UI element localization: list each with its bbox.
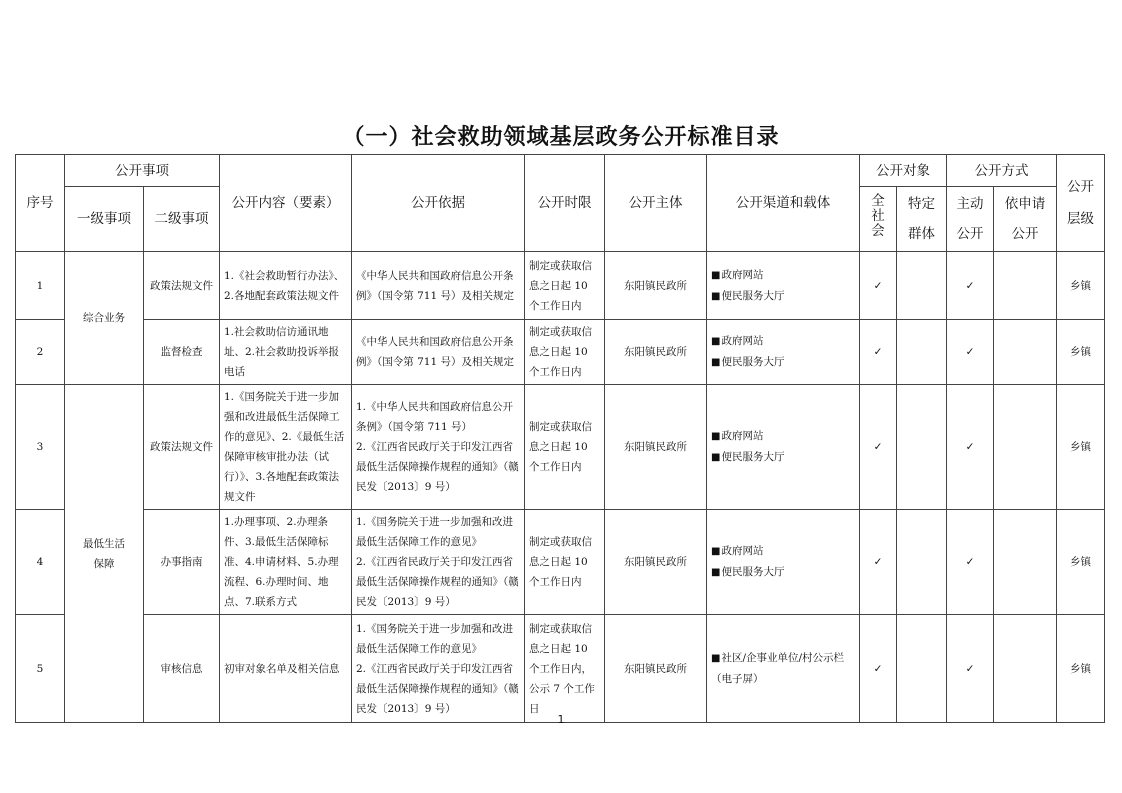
- row-channels: [707, 385, 860, 510]
- header-seq: 序号: [16, 155, 65, 252]
- row-level2: 办事指南: [144, 510, 220, 615]
- check-mark: ✓: [860, 510, 897, 615]
- channel-item: ■ 便民服务大厅: [711, 352, 855, 373]
- row-level: 乡镇: [1057, 615, 1105, 723]
- row-level: 乡镇: [1057, 252, 1105, 320]
- row-subject: 东阳镇民政所: [605, 385, 707, 510]
- row-basis: 1.《国务院关于进一步加强和改进最低生活保障工作的意见》 2.《江西省民政厅关于印发江西省最低生活保障操作规程的通知》（赣民发〔2013〕9 号）: [352, 615, 525, 723]
- header-level2: 二级事项: [144, 187, 220, 252]
- row-level2: 监督检查: [144, 320, 220, 385]
- check-mark: ✓: [860, 252, 897, 320]
- row-seq: 5: [16, 615, 65, 723]
- row-level: 乡镇: [1057, 320, 1105, 385]
- channel-item: ■ 政府网站: [711, 426, 855, 447]
- empty-cell: [994, 615, 1057, 723]
- channel-item: ■ 便民服务大厅: [711, 286, 855, 307]
- empty-cell: [897, 385, 947, 510]
- row-subject: 东阳镇民政所: [605, 320, 707, 385]
- channel-item: ■ 政府网站: [711, 541, 855, 562]
- header-content: 公开内容（要素）: [220, 155, 352, 252]
- catalog-table: [15, 154, 1105, 723]
- row-basis: 《中华人民共和国政府信息公开条例》（国令第 711 号）及相关规定: [352, 252, 525, 320]
- group-label: 最低生活保障: [65, 385, 144, 723]
- row-content: 1.《社会救助暂行办法》、2.各地配套政策法规文件: [220, 252, 352, 320]
- header-method: 公开方式: [947, 155, 1057, 187]
- header-items: 公开事项: [65, 155, 220, 187]
- row-content: 1.办理事项、2.办理条件、3.最低生活保障标准、4.申请材料、5.办理流程、6.办理时间、地点、7.联系方式: [220, 510, 352, 615]
- table-row: [16, 252, 1105, 320]
- check-mark: ✓: [947, 510, 994, 615]
- empty-cell: [897, 320, 947, 385]
- header-row-1: [16, 155, 1105, 187]
- row-content: 1.社会救助信访通讯地址、2.社会救助投诉举报电话: [220, 320, 352, 385]
- group-label: 综合业务: [65, 252, 144, 385]
- row-time-limit: 制定或获取信息之日起 10 个工作日内: [525, 252, 605, 320]
- row-time-limit: 制定或获取信息之日起 10 个工作日内: [525, 385, 605, 510]
- check-mark: ✓: [860, 385, 897, 510]
- table-row: [16, 320, 1105, 385]
- table-row: [16, 615, 1105, 723]
- header-method-apply: 依申请公开: [994, 187, 1057, 252]
- row-level: 乡镇: [1057, 385, 1105, 510]
- header-time-limit: 公开时限: [525, 155, 605, 252]
- channel-item: ■ 便民服务大厅: [711, 562, 855, 583]
- empty-cell: [897, 615, 947, 723]
- empty-cell: [994, 252, 1057, 320]
- table-row: [16, 385, 1105, 510]
- row-channels: [707, 320, 860, 385]
- row-time-limit: 制定或获取信息之日起 10 个工作日内: [525, 320, 605, 385]
- row-channels: [707, 510, 860, 615]
- row-basis: 《中华人民共和国政府信息公开条例》（国令第 711 号）及相关规定: [352, 320, 525, 385]
- row-channels: [707, 252, 860, 320]
- header-target: 公开对象: [860, 155, 947, 187]
- channel-item: ■ 社区/企事业单位/村公示栏（电子屏）: [711, 648, 855, 689]
- header-method-active: 主动公开: [947, 187, 994, 252]
- row-seq: 4: [16, 510, 65, 615]
- channel-item: ■ 政府网站: [711, 265, 855, 286]
- row-content: 初审对象名单及相关信息: [220, 615, 352, 723]
- row-channels: [707, 615, 860, 723]
- check-mark: ✓: [947, 320, 994, 385]
- check-mark: ✓: [947, 385, 994, 510]
- row-time-limit: 制定或获取信息之日起 10 个工作日内: [525, 510, 605, 615]
- row-basis: 1.《中华人民共和国政府信息公开条例》（国令第 711 号） 2.《江西省民政厅关于印发江西省最低生活保障操作规程的通知》（赣民发〔2013〕9 号）: [352, 385, 525, 510]
- empty-cell: [994, 510, 1057, 615]
- page-title: （一）社会救助领域基层政务公开标准目录: [342, 124, 780, 150]
- header-channel: 公开渠道和载体: [707, 155, 860, 252]
- row-level2: 政策法规文件: [144, 385, 220, 510]
- check-mark: ✓: [947, 252, 994, 320]
- row-level2: 政策法规文件: [144, 252, 220, 320]
- header-level1: 一级事项: [65, 187, 144, 252]
- header-level: 公开层级: [1057, 155, 1105, 252]
- row-subject: 东阳镇民政所: [605, 510, 707, 615]
- row-level: 乡镇: [1057, 510, 1105, 615]
- row-seq: 2: [16, 320, 65, 385]
- header-target-all: 全社会: [860, 187, 897, 252]
- row-content: 1.《国务院关于进一步加强和改进最低生活保障工作的意见》、2.《最低生活保障审核审批办法（试行）》、3.各地配套政策法规文件: [220, 385, 352, 510]
- empty-cell: [897, 510, 947, 615]
- check-mark: ✓: [860, 320, 897, 385]
- check-mark: ✓: [947, 615, 994, 723]
- header-subject: 公开主体: [605, 155, 707, 252]
- row-basis: 1.《国务院关于进一步加强和改进最低生活保障工作的意见》 2.《江西省民政厅关于印发江西省最低生活保障操作规程的通知》（赣民发〔2013〕9 号）: [352, 510, 525, 615]
- page-number: 1: [557, 713, 565, 726]
- channel-item: ■ 政府网站: [711, 331, 855, 352]
- row-level2: 审核信息: [144, 615, 220, 723]
- header-basis: 公开依据: [352, 155, 525, 252]
- check-mark: ✓: [860, 615, 897, 723]
- header-target-specific: 特定群体: [897, 187, 947, 252]
- table-row: [16, 510, 1105, 615]
- empty-cell: [897, 252, 947, 320]
- row-subject: 东阳镇民政所: [605, 615, 707, 723]
- empty-cell: [994, 385, 1057, 510]
- row-seq: 3: [16, 385, 65, 510]
- channel-item: ■ 便民服务大厅: [711, 447, 855, 468]
- row-seq: 1: [16, 252, 65, 320]
- row-subject: 东阳镇民政所: [605, 252, 707, 320]
- empty-cell: [994, 320, 1057, 385]
- row-time-limit: 制定或获取信息之日起 10 个工作日内，公示 7 个工作日: [525, 615, 605, 723]
